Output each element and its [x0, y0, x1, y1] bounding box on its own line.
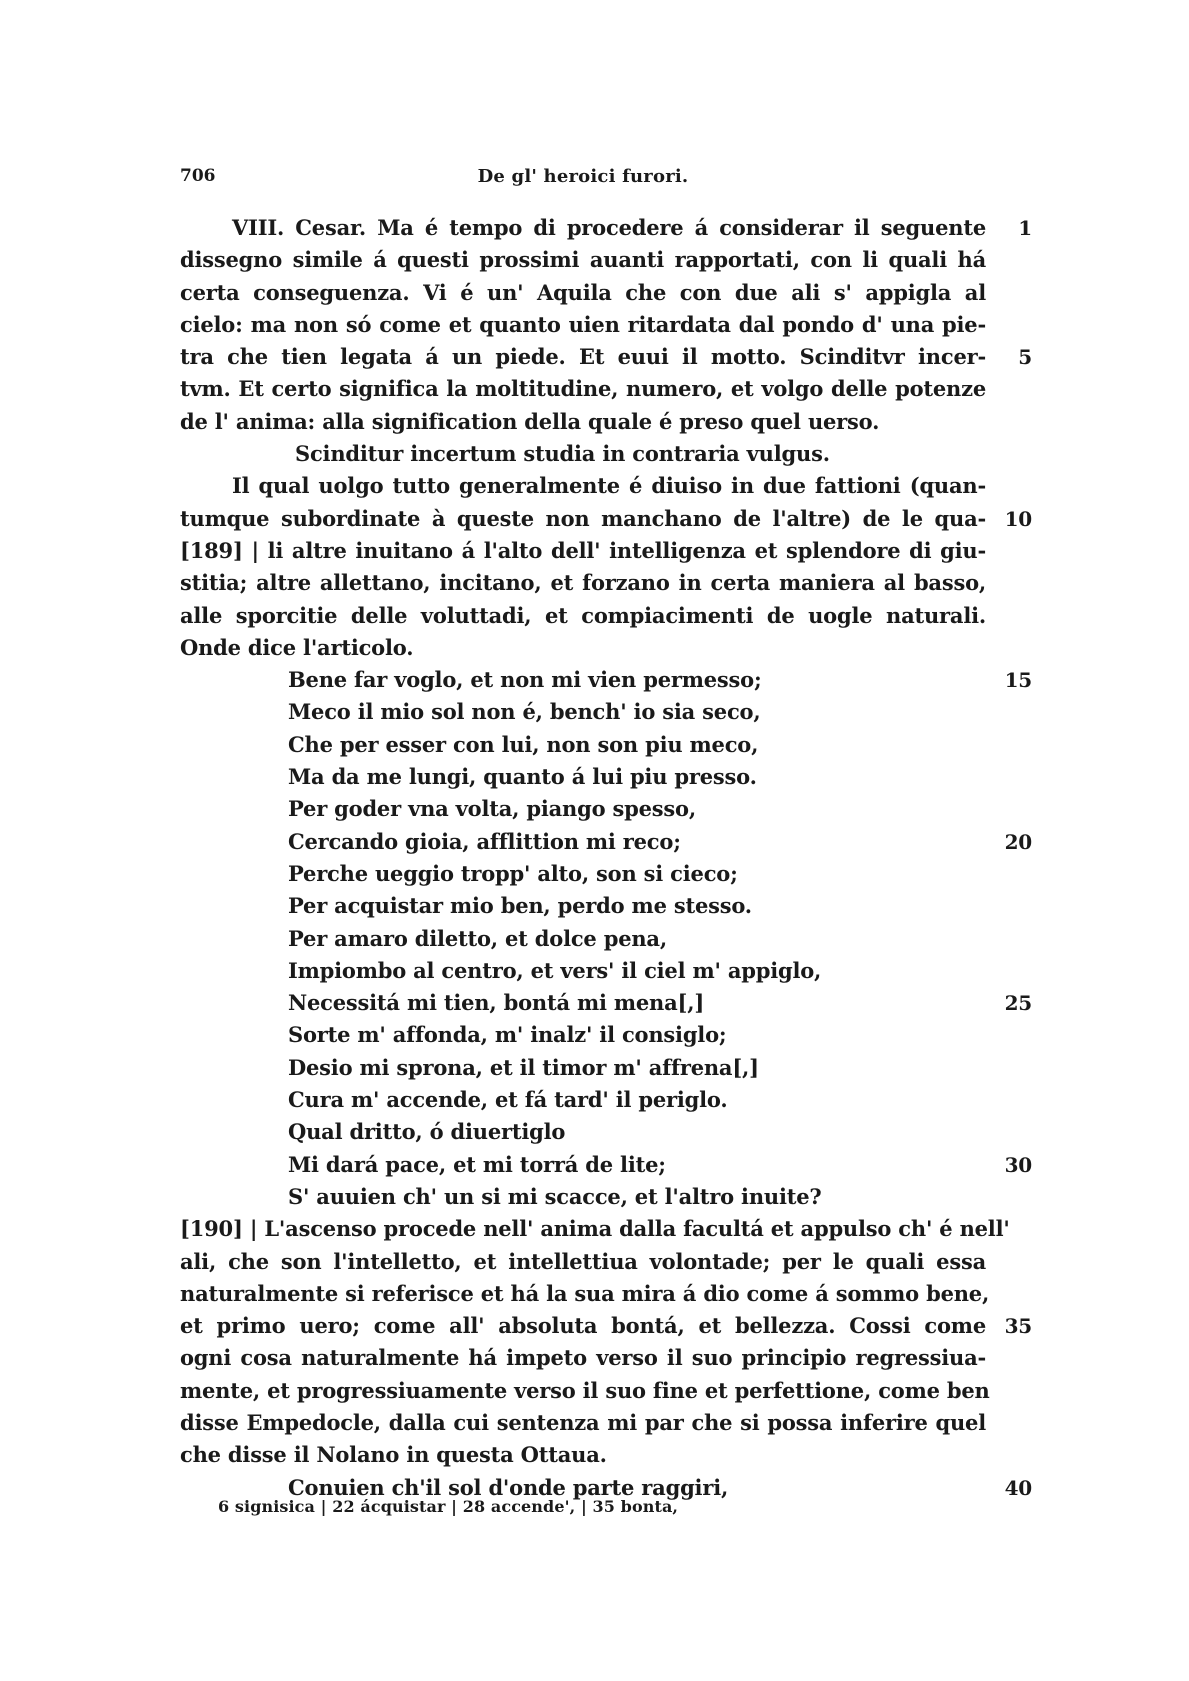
verse-line [180, 955, 986, 987]
verse-line [180, 793, 986, 825]
text-line [180, 1439, 986, 1471]
line-text: et primo uero; come all' absoluta bontá, et bellezza. Cossi come [180, 1313, 986, 1339]
page-number: 706 [180, 166, 216, 186]
line-text: alle sporcitie delle voluttadi, et compiacimenti de uogle naturali. [180, 602, 986, 628]
line-text: VIII. Cesar. Ma é tempo di procedere á considerar il seguente [232, 215, 986, 240]
text-line [180, 535, 986, 567]
text-line [180, 406, 986, 438]
verse-line [180, 923, 986, 955]
text-line [180, 1246, 986, 1278]
motto-line [180, 438, 986, 470]
line-text: Onde dice l'articolo. [180, 634, 414, 660]
line-number: 25 [1004, 991, 1032, 1016]
line-text: cielo: ma non só come et quanto uien ritardata dal pondo d' una pie- [180, 311, 986, 337]
line-text: Perche ueggio tropp' alto, son si cieco; [288, 860, 738, 886]
text-line [180, 600, 986, 632]
line-text: S' auuien ch' un si mi scacce, et l'altro inuite? [288, 1183, 822, 1209]
text-line [180, 244, 986, 276]
verse-line [180, 1052, 986, 1084]
text-line [180, 470, 986, 502]
text-line [180, 309, 986, 341]
verse-line [180, 858, 986, 890]
running-title: De gl' heroici furori. [477, 166, 689, 187]
verse-line [180, 761, 986, 793]
line-number: 20 [1004, 829, 1032, 854]
text-line [180, 373, 986, 405]
line-text: naturalmente si referisce et há la sua mira á dio come á sommo bene, [180, 1280, 990, 1306]
verse-line [180, 696, 986, 728]
verse-line [180, 1084, 986, 1116]
line-text: Meco il mio sol non é, bench' io sia seco, [288, 699, 761, 725]
line-text: Per goder vna volta, piango spesso, [288, 796, 696, 822]
line-text: Per amaro diletto, et dolce pena, [288, 925, 667, 951]
verse-line [180, 1149, 1032, 1181]
line-text: stitia; altre allettano, incitano, et forzano in certa maniera al basso, [180, 570, 986, 596]
critical-apparatus-footnote: 6 signisica | 22 ácquistar | 28 accende', | 35 bonta, [218, 1497, 679, 1516]
line-text: Il qual uolgo tutto generalmente é diuiso in due fattioni (quan- [232, 473, 986, 499]
text-line [180, 1342, 986, 1374]
line-text: Cura m' accende, et fá tard' il periglo. [288, 1087, 728, 1113]
line-text: ogni cosa naturalmente há impeto verso il suo principio regressiua- [180, 1345, 986, 1371]
text-line [180, 632, 986, 664]
running-head [180, 166, 986, 194]
line-text: mente, et progressiuamente verso il suo fine et perfettione, come ben [180, 1377, 990, 1403]
line-text: dissegno simile á questi prossimi auanti rapportati, con li quali há [180, 247, 986, 273]
verse-line [180, 1116, 986, 1148]
text-line [180, 1407, 986, 1439]
line-number: 15 [1004, 668, 1032, 693]
line-text: Qual dritto, ó diuertiglo [288, 1119, 566, 1145]
line-number: 1 [1018, 216, 1032, 240]
text-line [180, 503, 1032, 535]
line-text: [189] | li altre inuitano á l'alto dell' intelligenza et splendore di giu- [180, 537, 986, 563]
line-text: disse Empedocle, dalla cui sentenza mi par che si possa inferire quel [180, 1409, 986, 1435]
line-text: de l' anima: alla signification della quale é preso quel uerso. [180, 408, 880, 434]
line-text: [190] | L'ascenso procede nell' anima dalla facultá et appulso ch' é nell' [180, 1216, 1010, 1242]
text-line [180, 212, 1032, 244]
line-text: Conuien ch'il sol d'onde parte raggiri, [288, 1474, 729, 1500]
text-line [180, 277, 986, 309]
line-text: Necessitá mi tien, bontá mi mena[,] [288, 990, 705, 1016]
body-text [180, 212, 1032, 1504]
verse-line [180, 1181, 986, 1213]
line-number: 5 [1018, 345, 1032, 370]
verse-line [180, 1019, 986, 1051]
line-text: tra che tien legata á un piede. Et euui il motto. Scinditvr incer- [180, 344, 986, 370]
line-text: tvm. Et certo significa la moltitudine, numero, et volgo delle potenze [180, 376, 986, 402]
line-text: Sorte m' affonda, m' inalz' il consiglo; [288, 1022, 727, 1048]
line-number: 10 [1004, 506, 1032, 531]
line-text: Mi dará pace, et mi torrá de lite; [288, 1151, 666, 1177]
line-number: 40 [1004, 1475, 1032, 1500]
line-number: 35 [1004, 1314, 1032, 1339]
line-text: ali, che son l'intelletto, et intellettiua volontade; per le quali essa [180, 1248, 986, 1274]
line-text: Per acquistar mio ben, perdo me stesso. [288, 893, 752, 919]
verse-line [180, 987, 1032, 1019]
line-text: certa conseguenza. Vi é un' Aquila che con due ali s' appigla al [180, 279, 986, 305]
verse-line [180, 826, 1032, 858]
line-text: Ma da me lungi, quanto á lui piu presso. [288, 764, 757, 790]
line-text: Desio mi sprona, et il timor m' affrena[,] [288, 1054, 759, 1080]
verse-line [180, 890, 986, 922]
line-text: Bene far voglo, et non mi vien permesso; [288, 667, 762, 693]
line-text: che disse il Nolano in questa Ottaua. [180, 1442, 607, 1468]
verse-line [180, 729, 986, 761]
text-line [180, 341, 1032, 373]
line-text: Cercando gioia, afflittion mi reco; [288, 828, 681, 854]
text-line [180, 1310, 1032, 1342]
line-text: tumque subordinate à queste non manchano de l'altre) de le qua- [180, 505, 986, 531]
line-number: 30 [1004, 1152, 1032, 1177]
text-line [180, 1213, 1010, 1245]
verse-line [180, 664, 1032, 696]
text-line [180, 1278, 990, 1310]
text-line [180, 1375, 990, 1407]
text-line [180, 567, 986, 599]
line-text: Che per esser con lui, non son piu meco, [288, 731, 759, 757]
line-text: Impiombo al centro, et vers' il ciel m' appiglo, [288, 957, 822, 983]
line-text: Scinditur incertum studia in contraria vulgus. [295, 441, 830, 467]
